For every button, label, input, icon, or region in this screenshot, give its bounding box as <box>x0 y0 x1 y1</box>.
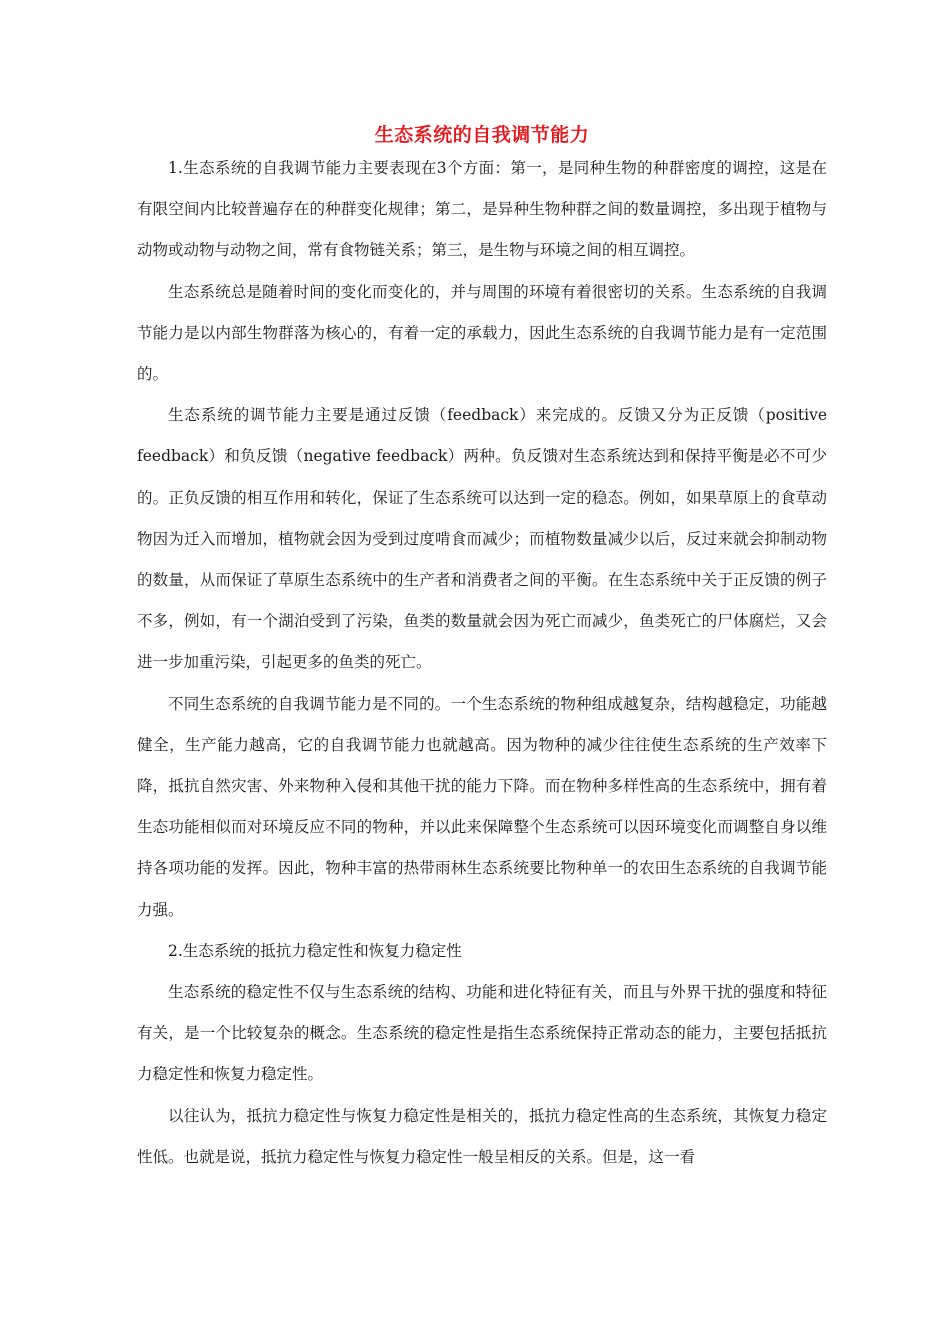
document-title: 生态系统的自我调节能力 <box>374 124 590 146</box>
paragraph-1: 1.生态系统的自我调节能力主要表现在3个方面：第一，是同种生物的种群密度的调控，这是在有限空间内比较普遍存在的种群变化规律；第二，是异种生物种群之间的数量调控，多出现于植物与动物或动物与动物之间，常有食物链关系；第三，是生物与环境之间的相互调控。 <box>137 159 827 260</box>
paragraph-6: 以往认为，抵抗力稳定性与恢复力稳定性是相关的，抵抗力稳定性高的生态系统，其恢复力稳定性低。也就是说，抵抗力稳定性与恢复力稳定性一般呈相反的关系。但是，这一看 <box>137 1106 827 1166</box>
paragraph-3: 生态系统的调节能力主要是通过反馈（feedback）来完成的。反馈又分为正反馈（positive feedback）和负反馈（negative feedback）两种。负反馈对生态系统达到和保持平衡是必不可少的。正负反馈的相互作用和转化，保证了生态系统可以达到一定的稳态。例如，如果草原上的食草动物因为迁入而增加，植物就会因为受到过度啃食而减少；而植物数量减少以后，反过来就会抑制动物的数量，从而保证了草原生态系统中的生产者和消费者之间的平衡。在生态系统中关于正反馈的例子不多，例如，有一个湖泊受到了污染，鱼类的数量就会因为死亡而减少，鱼类死亡的尸体腐烂，又会进一步加重污染，引起更多的鱼类的死亡。 <box>137 406 827 672</box>
paragraph-2: 生态系统总是随着时间的变化而变化的，并与周围的环境有着很密切的关系。生态系统的自我调节能力是以内部生物群落为核心的，有着一定的承载力，因此生态系统的自我调节能力是有一定范围的。 <box>137 282 827 384</box>
paragraph-4: 不同生态系统的自我调节能力是不同的。一个生态系统的物种组成越复杂，结构越稳定，功能越健全，生产能力越高，它的自我调节能力也就越高。因为物种的减少往往使生态系统的生产效率下降，抵抗自然灾害、外来物种入侵和其他干扰的能力下降。而在物种多样性高的生态系统中，拥有着生态功能相似而对环境反应不同的物种，并以此来保障整个生态系统可以因环境变化而调整自身以维持各项功能的发挥。因此，物种丰富的热带雨林生态系统要比物种单一的农田生态系统的自我调节能力强。 <box>137 694 827 919</box>
paragraph-5: 生态系统的稳定性不仅与生态系统的结构、功能和进化特征有关，而且与外界干扰的强度和特征有关，是一个比较复杂的概念。生态系统的稳定性是指生态系统保持正常动态的能力，主要包括抵抗力稳定性和恢复力稳定性。 <box>137 983 827 1084</box>
document-body <box>137 118 827 1178</box>
section-heading-2: 2.生态系统的抵抗力稳定性和恢复力稳定性 <box>168 941 462 960</box>
